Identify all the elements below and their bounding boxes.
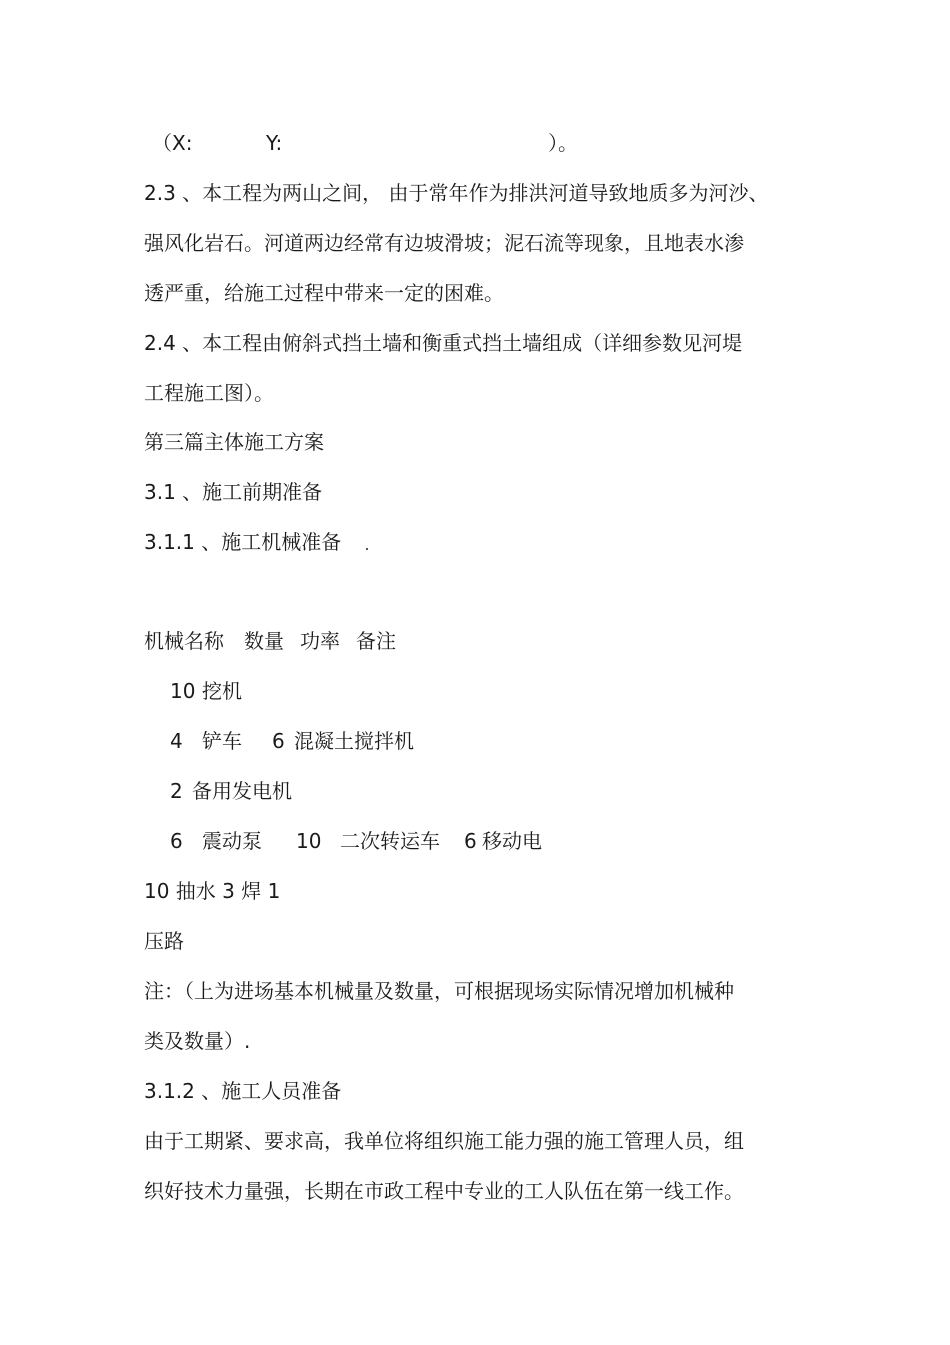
chapter-title: 第三篇主体施工方案 xyxy=(144,430,324,454)
coord-y-label: Y: xyxy=(266,131,283,155)
para-2-3-line-1: 2.3 、本工程为两山之间， 由于常年作为排洪河道导致地质多为河沙、 xyxy=(144,181,769,205)
row4-name-a: 震动泵 xyxy=(202,829,262,853)
machine-row-6: 压路 xyxy=(144,929,184,953)
coord-open-paren: （ xyxy=(152,131,172,155)
row2-name-a: 铲车 xyxy=(202,729,242,753)
para-2-3-line-3: 透严重，给施工过程中带来一定的困难。 xyxy=(144,281,504,305)
row4-name-b: 二次转运车 xyxy=(340,829,440,853)
machine-row-5: 10 抽水 3 焊 1 xyxy=(144,879,281,903)
header-machine-name: 机械名称 xyxy=(144,629,224,653)
row3-qty: 2 xyxy=(170,779,183,803)
row4-qty-c: 6 xyxy=(464,829,477,853)
para-3-1-2-line-2: 织好技术力量强，长期在市政工程中专业的工人队伍在第一线工作。 xyxy=(144,1179,744,1203)
para-2-3-line-2: 强风化岩石。河道两边经常有边坡滑坡；泥石流等现象，且地表水渗 xyxy=(144,231,744,255)
row3-name: 备用发电机 xyxy=(192,779,292,803)
coord-close-paren: ）。 xyxy=(548,131,578,155)
header-power: 功率 xyxy=(300,629,340,653)
row2-name-b: 混凝土搅拌机 xyxy=(294,729,414,753)
header-quantity: 数量 xyxy=(244,629,284,653)
para-2-4-line-2: 工程施工图）。 xyxy=(144,381,274,405)
coord-x-label: X: xyxy=(172,131,193,155)
row2-qty-a: 4 xyxy=(170,729,183,753)
stray-dot xyxy=(366,548,368,550)
row4-name-c: 移动电 xyxy=(482,829,542,853)
header-remarks: 备注 xyxy=(356,629,396,653)
section-3-1-1-heading: 3.1.1 、施工机械准备 xyxy=(144,530,342,554)
section-3-1-2-heading: 3.1.2 、施工人员准备 xyxy=(144,1079,342,1103)
row1-name: 挖机 xyxy=(202,679,242,703)
note-line-1: 注：（上为进场基本机械量及数量，可根据现场实际情况增加机械种 xyxy=(144,979,734,1003)
para-2-4-line-1: 2.4 、本工程由俯斜式挡土墙和衡重式挡土墙组成（详细参数见河堤 xyxy=(144,331,743,355)
row1-qty: 10 xyxy=(170,679,196,703)
note-line-2: 类及数量）. xyxy=(144,1029,251,1053)
section-3-1-heading: 3.1 、施工前期准备 xyxy=(144,480,323,504)
para-3-1-2-line-1: 由于工期紧、要求高，我单位将组织施工能力强的施工管理人员，组 xyxy=(144,1129,744,1153)
row2-qty-b: 6 xyxy=(272,729,285,753)
row4-qty-b: 10 xyxy=(296,829,322,853)
row4-qty-a: 6 xyxy=(170,829,183,853)
